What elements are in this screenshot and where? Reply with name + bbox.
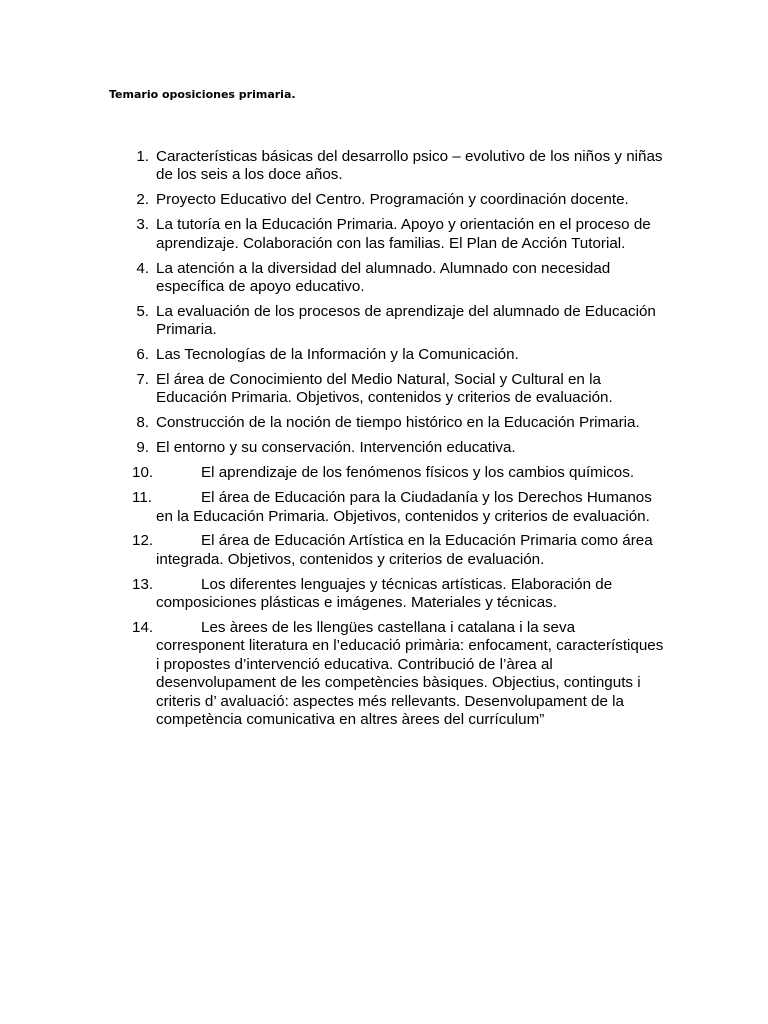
list-item-number: 8. xyxy=(136,414,149,432)
list-item-number: 14. xyxy=(132,619,154,637)
list-item-text: La tutoría en la Educación Primaria. Apoyo y orientación en el proceso de aprendizaje. Colaboración con las familias. El Plan de Acción Tutorial. xyxy=(156,216,651,252)
list-item xyxy=(0,191,768,209)
list-item-text: Les àrees de les llengües castellana i catalana i la seva corresponent literatura en l’educació primària: enfocament, característiques i propostes d’intervenció educativa. Contribució de l’àrea al desenvolupament de les competències bàsiques. Objectius, continguts i criteris d’ avaluació: aspectes més rellevants. Desenvolupament de la competència comunicativa en altres àrees del currículum” xyxy=(156,619,664,729)
list-item xyxy=(0,576,768,613)
list-item-number: 12. xyxy=(132,532,154,550)
list-item-text: El área de Conocimiento del Medio Natural, Social y Cultural en la Educación Primaria. Objetivos, contenidos y criterios de evaluación. xyxy=(156,371,613,407)
list-item xyxy=(0,489,768,526)
list-item xyxy=(0,464,768,482)
list-item-number: 6. xyxy=(136,346,149,364)
list-item xyxy=(0,371,768,408)
list-item-text: El área de Educación para la Ciudadanía y los Derechos Humanos en la Educación Primaria. Objetivos, contenidos y criterios de evaluación. xyxy=(156,489,652,525)
list-item-text: Proyecto Educativo del Centro. Programación y coordinación docente. xyxy=(156,191,629,209)
list-item xyxy=(0,260,768,297)
list-item xyxy=(0,439,768,457)
list-item-number: 10. xyxy=(132,464,154,482)
list-item-number: 5. xyxy=(136,302,149,320)
list-item xyxy=(0,532,768,569)
list-item-text: El entorno y su conservación. Intervención educativa. xyxy=(156,439,516,457)
list-item-text: La evaluación de los procesos de aprendizaje del alumnado de Educación Primaria. xyxy=(156,302,656,339)
list-item xyxy=(0,346,768,364)
list-item xyxy=(0,619,768,729)
list-item-text: El área de Educación Artística en la Educación Primaria como área integrada. Objetivos, contenidos y criterios de evaluación. xyxy=(156,532,653,568)
list-item xyxy=(0,414,768,432)
list-item-text: Características básicas del desarrollo psico – evolutivo de los niños y niñas de los seis a los doce años. xyxy=(156,148,663,184)
list-item-number: 3. xyxy=(136,216,149,234)
list-item-text: Las Tecnologías de la Información y la Comunicación. xyxy=(156,346,519,364)
list-item-text: El aprendizaje de los fenómenos físicos y los cambios químicos. xyxy=(201,464,635,482)
list-item-number: 4. xyxy=(136,259,149,277)
list-item xyxy=(0,148,768,185)
list-item-number: 13. xyxy=(132,575,154,593)
document-title: Temario oposiciones primaria. xyxy=(109,88,296,101)
list-item xyxy=(0,303,768,340)
list-item-number: 2. xyxy=(136,191,149,209)
list-item-number: 9. xyxy=(136,439,149,457)
list-item xyxy=(0,216,768,253)
list-item-number: 11. xyxy=(132,489,152,507)
list-item-number: 7. xyxy=(136,371,149,389)
list-item-text: La atención a la diversidad del alumnado. Alumnado con necesidad específica de apoyo educativo. xyxy=(156,259,611,295)
list-item-text: Los diferentes lenguajes y técnicas artísticas. Elaboración de composiciones plásticas e imágenes. Materiales y técnicas. xyxy=(156,575,613,612)
list-item-text: Construcción de la noción de tiempo histórico en la Educación Primaria. xyxy=(156,414,640,432)
list-item-number: 1. xyxy=(136,148,149,165)
topic-list xyxy=(0,148,768,736)
